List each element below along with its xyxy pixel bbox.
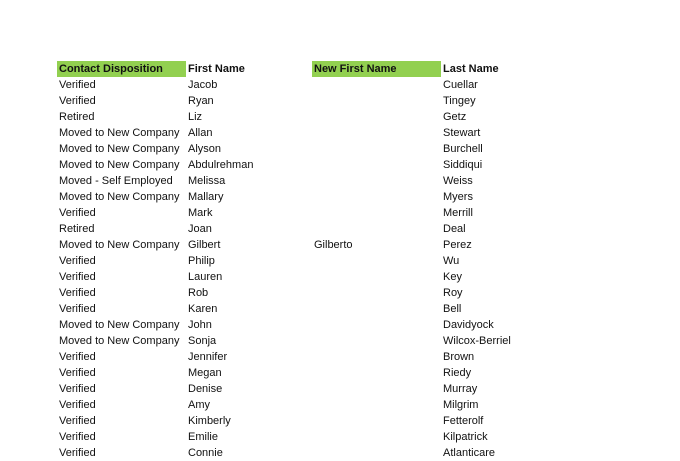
table-row xyxy=(57,349,551,365)
header-contact-disposition: Contact Disposition xyxy=(57,61,186,77)
cell-contact-disposition: Verified xyxy=(59,415,96,427)
cell-contact-disposition: Moved - Self Employed xyxy=(59,175,173,187)
cell-last-name: Kilpatrick xyxy=(443,431,488,443)
table-row xyxy=(57,125,551,141)
cell-new-first-name xyxy=(312,317,441,333)
cell-contact-disposition: Moved to New Company xyxy=(59,143,180,155)
cell-new-first-name xyxy=(312,429,441,445)
cell-new-first-name xyxy=(312,365,441,381)
cell-contact-disposition: Verified xyxy=(59,447,96,459)
cell-first-name: Lauren xyxy=(188,271,223,283)
cell-new-first-name xyxy=(312,125,441,141)
cell-contact-disposition: Verified xyxy=(59,367,96,379)
cell-last-name: Tingey xyxy=(443,95,476,107)
table-row xyxy=(57,77,551,93)
cell-first-name: Amy xyxy=(188,399,210,411)
cell-contact-disposition: Verified xyxy=(59,271,96,283)
table-row xyxy=(57,173,551,189)
cell-new-first-name xyxy=(312,269,441,285)
cell-first-name: Joan xyxy=(188,223,212,235)
cell-contact-disposition: Moved to New Company xyxy=(59,239,180,251)
cell-new-first-name xyxy=(312,333,441,349)
cell-first-name: Sonja xyxy=(188,335,217,347)
table-row xyxy=(57,109,551,125)
cell-last-name: Weiss xyxy=(443,175,473,187)
cell-first-name: Kimberly xyxy=(188,415,231,427)
table-row xyxy=(57,413,551,429)
cell-contact-disposition: Retired xyxy=(59,223,95,235)
cell-first-name: Karen xyxy=(188,303,218,315)
cell-new-first-name xyxy=(312,141,441,157)
cell-last-name: Stewart xyxy=(443,127,481,139)
table-row xyxy=(57,429,551,445)
cell-last-name: Siddiqui xyxy=(443,159,483,171)
cell-first-name: Gilbert xyxy=(188,239,221,251)
cell-new-first-name xyxy=(312,93,441,109)
cell-new-first-name xyxy=(312,77,441,93)
cell-contact-disposition: Moved to New Company xyxy=(59,127,180,139)
cell-first-name: Megan xyxy=(188,367,222,379)
cell-first-name: Allan xyxy=(188,127,213,139)
cell-last-name: Getz xyxy=(443,111,467,123)
cell-contact-disposition: Verified xyxy=(59,351,96,363)
cell-contact-disposition: Verified xyxy=(59,287,96,299)
table-row xyxy=(57,253,551,269)
cell-last-name: Riedy xyxy=(443,367,472,379)
cell-last-name: Bell xyxy=(443,303,462,315)
table-row xyxy=(57,189,551,205)
header-row xyxy=(57,61,551,77)
cell-last-name: Davidyock xyxy=(443,319,494,331)
table-row xyxy=(57,221,551,237)
cell-new-first-name xyxy=(312,157,441,173)
table-row xyxy=(57,269,551,285)
cell-first-name: John xyxy=(188,319,212,331)
table-row xyxy=(57,141,551,157)
cell-contact-disposition: Moved to New Company xyxy=(59,335,180,347)
cell-last-name: Milgrim xyxy=(443,399,479,411)
cell-last-name: Perez xyxy=(443,239,472,251)
cell-first-name: Emilie xyxy=(188,431,218,443)
cell-new-first-name xyxy=(312,109,441,125)
table-row xyxy=(57,317,551,333)
cell-new-first-name xyxy=(312,205,441,221)
table-row xyxy=(57,365,551,381)
cell-new-first-name xyxy=(312,285,441,301)
cell-first-name: Denise xyxy=(188,383,223,395)
cell-last-name: Murray xyxy=(443,383,478,395)
cell-last-name: Roy xyxy=(443,287,463,299)
cell-new-first-name xyxy=(312,381,441,397)
cell-contact-disposition: Moved to New Company xyxy=(59,191,180,203)
table-row xyxy=(57,397,551,413)
table-row xyxy=(57,237,551,253)
cell-new-first-name: Gilberto xyxy=(314,239,353,251)
table-row xyxy=(57,205,551,221)
cell-new-first-name xyxy=(312,189,441,205)
cell-last-name: Fetterolf xyxy=(443,415,484,427)
cell-last-name: Cuellar xyxy=(443,79,478,91)
table-row xyxy=(57,301,551,317)
cell-first-name: Jennifer xyxy=(188,351,228,363)
cell-contact-disposition: Verified xyxy=(59,431,96,443)
cell-first-name: Liz xyxy=(188,111,203,123)
cell-contact-disposition: Verified xyxy=(59,303,96,315)
cell-contact-disposition: Verified xyxy=(59,383,96,395)
cell-first-name: Rob xyxy=(188,287,209,299)
cell-new-first-name xyxy=(312,173,441,189)
cell-new-first-name xyxy=(312,253,441,269)
cell-contact-disposition: Verified xyxy=(59,255,96,267)
cell-new-first-name xyxy=(312,221,441,237)
cell-contact-disposition: Verified xyxy=(59,207,96,219)
cell-first-name: Mark xyxy=(188,207,213,219)
cell-contact-disposition: Verified xyxy=(59,95,96,107)
cell-last-name: Key xyxy=(443,271,462,283)
cell-first-name: Connie xyxy=(188,447,223,459)
cell-first-name: Jacob xyxy=(188,79,218,91)
cell-last-name: Myers xyxy=(443,191,473,203)
cell-last-name: Wu xyxy=(443,255,460,267)
cell-contact-disposition: Verified xyxy=(59,79,96,91)
cell-last-name: Wilcox-Berriel xyxy=(443,335,511,347)
cell-contact-disposition: Moved to New Company xyxy=(59,159,180,171)
header-first-name: First Name xyxy=(188,63,245,75)
cell-first-name: Alyson xyxy=(188,143,222,155)
table-row xyxy=(57,157,551,173)
cell-last-name: Brown xyxy=(443,351,475,363)
cell-new-first-name xyxy=(312,397,441,413)
cell-last-name: Merrill xyxy=(443,207,473,219)
cell-contact-disposition: Verified xyxy=(59,399,96,411)
cell-new-first-name xyxy=(312,349,441,365)
cell-first-name: Mallary xyxy=(188,191,224,203)
cell-last-name: Burchell xyxy=(443,143,483,155)
cell-first-name: Abdulrehman xyxy=(188,159,254,171)
table-row xyxy=(57,93,551,109)
table-body xyxy=(57,77,551,461)
cell-contact-disposition: Retired xyxy=(59,111,95,123)
table-row xyxy=(57,285,551,301)
cell-first-name: Ryan xyxy=(188,95,214,107)
cell-last-name: Deal xyxy=(443,223,466,235)
cell-first-name: Philip xyxy=(188,255,215,267)
table-row xyxy=(57,333,551,349)
cell-last-name: Atlanticare xyxy=(443,447,495,459)
header-last-name: Last Name xyxy=(443,63,499,75)
header-new-first-name: New First Name xyxy=(312,61,441,77)
cell-contact-disposition: Moved to New Company xyxy=(59,319,180,331)
contact-table xyxy=(57,61,551,461)
cell-new-first-name xyxy=(312,301,441,317)
cell-first-name: Melissa xyxy=(188,175,226,187)
table-row xyxy=(57,381,551,397)
cell-new-first-name xyxy=(312,413,441,429)
